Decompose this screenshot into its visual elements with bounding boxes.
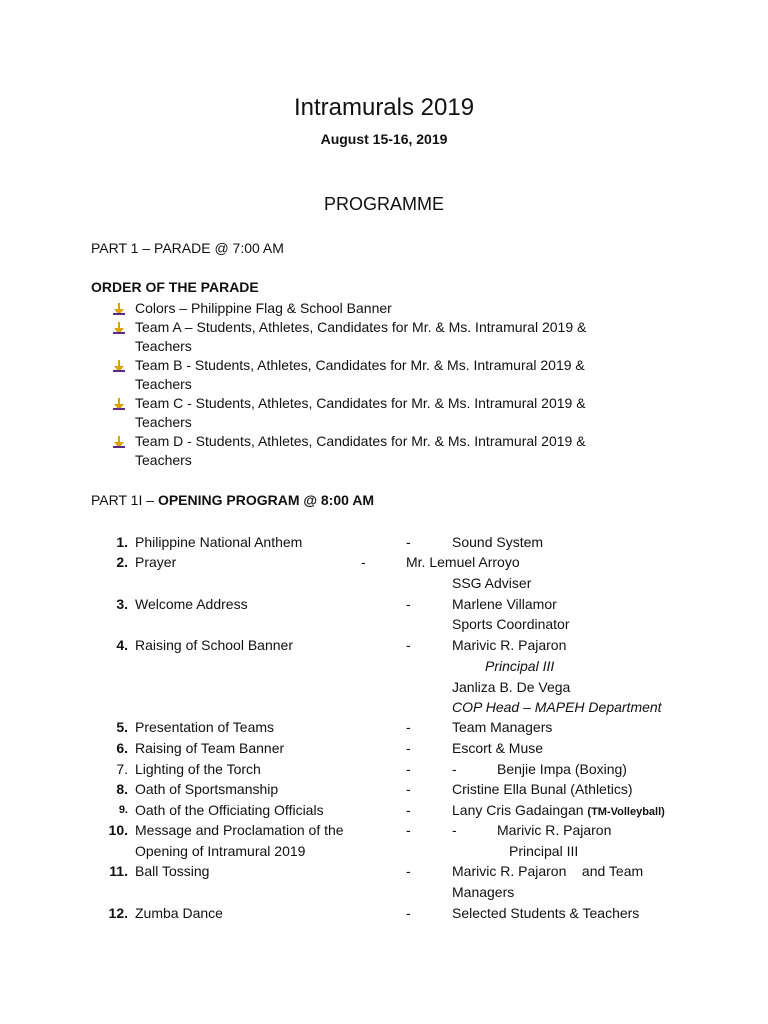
program-row-responsible: Mr. Lemuel Arroyo	[406, 554, 520, 570]
parade-item	[112, 318, 672, 356]
program-row-number: 9.	[118, 804, 128, 816]
program-row-responsible: Sports Coordinator	[452, 616, 570, 632]
parade-item-line: Teachers	[135, 338, 192, 354]
program-row	[0, 861, 768, 881]
parade-item-line: Colors – Philippine Flag & School Banner	[135, 300, 392, 316]
program-row-dash: -	[406, 802, 411, 818]
program-row-responsible: Escort & Muse	[452, 740, 544, 756]
program-row-number: 5.	[116, 719, 128, 735]
program-row-continuation	[0, 841, 768, 861]
program-row-number: 12.	[108, 905, 128, 921]
program-row-continuation	[0, 677, 768, 697]
program-row	[0, 903, 768, 923]
program-row-number: 4.	[116, 637, 128, 653]
program-row-sub-dash: -	[452, 761, 457, 777]
program-row-responsible-note: (TM-Volleyball)	[587, 806, 665, 818]
program-row-number: 11.	[109, 863, 128, 879]
parade-item-line: Team B - Students, Athletes, Candidates for Mr. & Ms. Intramural 2019 &	[135, 357, 585, 373]
program-row	[0, 532, 768, 552]
parade-list	[112, 299, 672, 470]
program-row-item: Lighting of the Torch	[135, 761, 261, 777]
program-row-dash: -	[406, 719, 411, 735]
program-row-dash: -	[406, 761, 411, 777]
arrow-bullet-icon	[112, 359, 126, 373]
order-of-parade-heading: ORDER OF THE PARADE	[91, 279, 259, 295]
part2-heading-bold: OPENING PROGRAM @ 8:00 AM	[157, 492, 375, 508]
program-row-item: Prayer	[135, 554, 177, 570]
programme-heading: PROGRAMME	[323, 194, 444, 214]
program-row-continuation	[0, 573, 768, 593]
program-row-responsible-title: COP Head – MAPEH Department	[452, 699, 662, 715]
program-row	[0, 635, 768, 655]
program-row	[0, 738, 768, 758]
program-row-number: 3.	[116, 596, 128, 612]
program-row-responsible: Janliza B. De Vega	[452, 679, 571, 695]
program-row-responsible: Marivic R. Pajaron	[452, 637, 567, 653]
program-row-item: Ball Tossing	[135, 863, 210, 879]
program-row-responsible: Marivic R. Pajaron	[497, 822, 612, 838]
program-row-number: 8.	[116, 781, 128, 797]
program-row-responsible: Marivic R. Pajaron and Team	[452, 863, 644, 879]
program-row-responsible: Lany Cris Gadaingan	[452, 802, 584, 818]
program-row	[0, 820, 768, 840]
document-title: Intramurals 2019	[293, 94, 475, 121]
program-row-dash: -	[406, 596, 411, 612]
program-row-number: 10.	[108, 822, 128, 838]
program-row	[0, 717, 768, 737]
program-row-item: Philippine National Anthem	[135, 534, 303, 550]
program-row-responsible: Sound System	[452, 534, 544, 550]
arrow-bullet-icon	[112, 397, 126, 411]
program-row-dash: -	[406, 905, 411, 921]
program-row-responsible: Selected Students & Teachers	[452, 905, 640, 921]
parade-item-line: Teachers	[135, 414, 192, 430]
parade-item-line: Team D - Students, Athletes, Candidates for Mr. & Ms. Intramural 2019 &	[135, 433, 586, 449]
program-row-number: 7.	[116, 761, 128, 777]
program-row-responsible: Managers	[452, 884, 515, 900]
program-row-responsible: Benjie Impa (Boxing)	[497, 761, 627, 777]
arrow-bullet-icon	[112, 302, 126, 316]
program-row-dash: -	[406, 740, 411, 756]
program-row	[0, 759, 768, 779]
program-row-dash: -	[406, 637, 411, 653]
parade-item-line: Team A – Students, Athletes, Candidates for Mr. & Ms. Intramural 2019 &	[135, 319, 587, 335]
program-row	[0, 800, 768, 820]
program-row-continuation	[0, 697, 768, 717]
program-row-responsible-group	[452, 800, 665, 822]
parade-item-line: Teachers	[135, 376, 192, 392]
program-row-item: Presentation of Teams	[135, 719, 275, 735]
program-row-responsible: Cristine Ella Bunal (Athletics)	[452, 781, 633, 797]
program-row-item: Oath of Sportsmanship	[135, 781, 279, 797]
part2-heading-prefix: PART 1I –	[91, 492, 158, 508]
parade-item-line: Team C - Students, Athletes, Candidates for Mr. & Ms. Intramural 2019 &	[135, 395, 586, 411]
program-row-dash: -	[406, 534, 411, 550]
program-row-item: Raising of School Banner	[135, 637, 293, 653]
program-row-item: Oath of the Officiating Officials	[135, 802, 324, 818]
program-row-responsible-title: Principal III	[509, 843, 579, 859]
parade-item-line: Teachers	[135, 452, 192, 468]
program-row-responsible: Team Managers	[452, 719, 553, 735]
program-row-item: Message and Proclamation of the	[135, 822, 344, 838]
program-row-responsible: SSG Adviser	[452, 575, 532, 591]
program-row	[0, 594, 768, 614]
arrow-bullet-icon	[112, 435, 126, 449]
parade-item	[112, 394, 672, 432]
part2-heading	[91, 492, 374, 508]
event-date: August 15-16, 2019	[320, 131, 448, 147]
program-row-item: Welcome Address	[135, 596, 248, 612]
parade-item	[112, 299, 672, 318]
program-row-number: 2.	[116, 554, 128, 570]
arrow-bullet-icon	[112, 321, 126, 335]
program-row-continuation	[0, 614, 768, 634]
program-row-dash: -	[406, 863, 411, 879]
program-row-dash: -	[361, 554, 366, 570]
program-row-responsible: Marlene Villamor	[452, 596, 557, 612]
program-row-item: Zumba Dance	[135, 905, 223, 921]
parade-item	[112, 432, 672, 470]
program-row-number: 6.	[116, 740, 128, 756]
program-row	[0, 552, 768, 572]
program-row-item: Opening of Intramural 2019	[135, 843, 306, 859]
program-row-continuation	[0, 656, 768, 676]
parade-item	[112, 356, 672, 394]
program-row-dash: -	[406, 822, 411, 838]
program-row-number: 1.	[116, 534, 128, 550]
part1-heading: PART 1 – PARADE @ 7:00 AM	[91, 240, 284, 256]
program-row-dash: -	[406, 781, 411, 797]
program-row-continuation	[0, 882, 768, 902]
program-row	[0, 779, 768, 799]
program-row-sub-dash: -	[452, 822, 457, 838]
program-row-item: Raising of Team Banner	[135, 740, 285, 756]
program-row-responsible-title: Principal III	[485, 658, 555, 674]
